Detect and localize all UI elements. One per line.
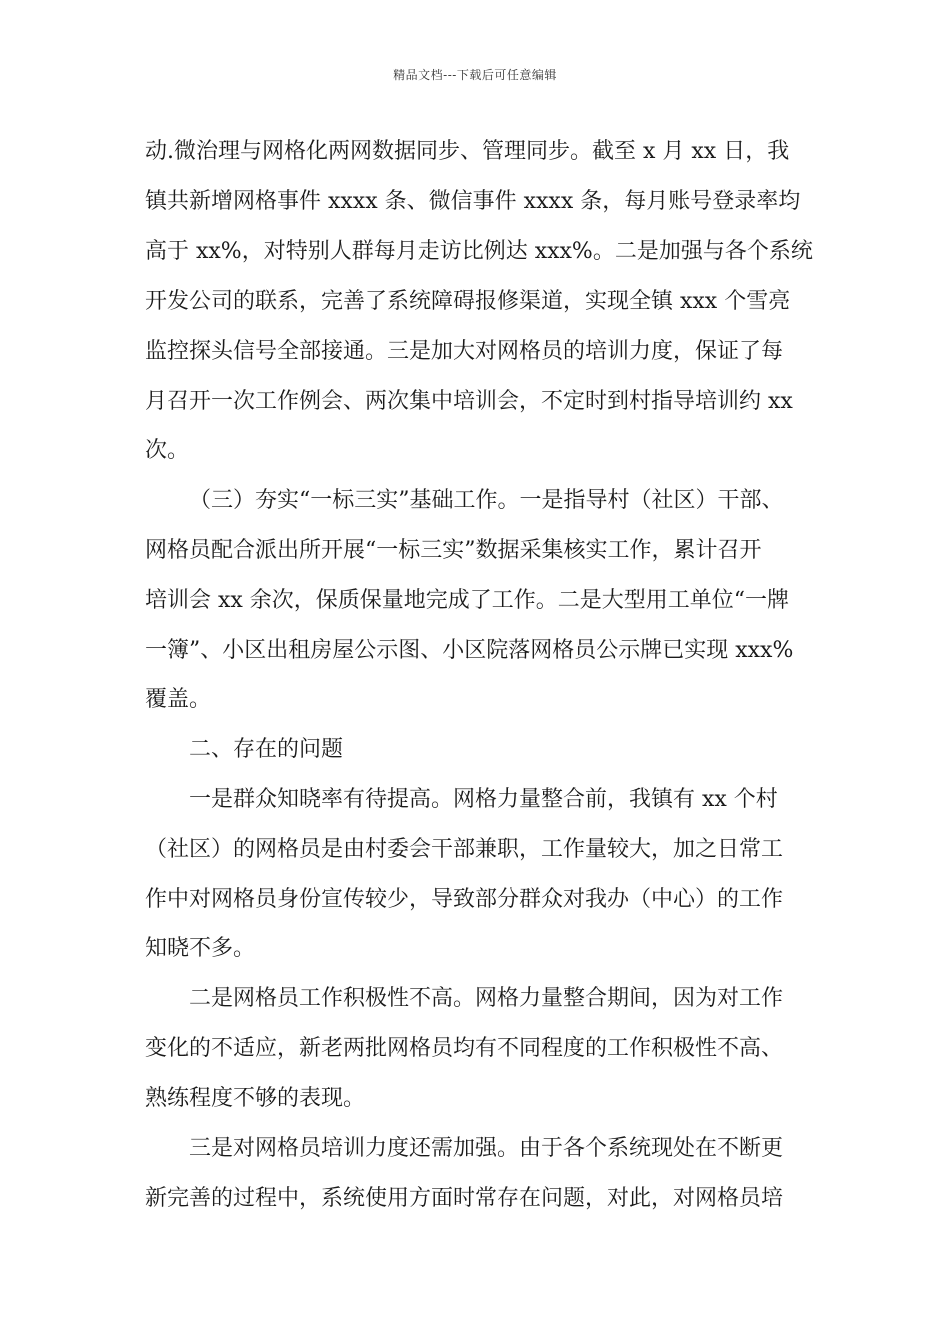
text-line: 覆盖。 <box>145 687 212 712</box>
page-header: 精品文档---下载后可任意编辑 <box>393 68 557 82</box>
text-line: 次。 <box>145 438 190 463</box>
text-line: 新完善的过程中，系统使用方面时常存在问题，对此，对网格员培 <box>145 1186 784 1211</box>
text-line: 镇共新增网格事件 xxxx 条、微信事件 xxxx 条，每月账号登录率均 <box>145 189 801 214</box>
paragraph-first-line: 二是网格员工作积极性不高。网格力量整合期间，因为对工作 <box>189 986 784 1011</box>
text-line: 一簿”、小区出租房屋公示图、小区院落网格员公示牌已实现 xxx% <box>145 638 794 663</box>
paragraph-first-line: （三）夯实“一标三实”基础工作。一是指导村（社区）干部、 <box>189 488 784 513</box>
text-line: 网格员配合派出所开展“一标三实”数据采集核实工作，累计召开 <box>145 538 762 563</box>
section-heading: 二、存在的问题 <box>189 737 344 762</box>
text-line: 熟练程度不够的表现。 <box>145 1086 366 1111</box>
paragraph-first-line: 三是对网格员培训力度还需加强。由于各个系统现处在不断更 <box>189 1136 784 1161</box>
paragraph-first-line: 一是群众知晓率有待提高。网格力量整合前，我镇有 xx 个村 <box>189 787 778 812</box>
text-line: 监控探头信号全部接通。三是加大对网格员的培训力度，保证了每 <box>145 339 784 364</box>
text-line: 变化的不适应，新老两批网格员均有不同程度的工作积极性不高、 <box>145 1036 784 1061</box>
text-line: 动.微治理与网格化两网数据同步、管理同步。截至 x 月 xx 日，我 <box>145 139 790 164</box>
text-line: （社区）的网格员是由村委会干部兼职，工作量较大，加之日常工 <box>145 837 784 862</box>
text-line: 作中对网格员身份宣传较少，导致部分群众对我办（中心）的工作 <box>145 887 784 912</box>
text-line: 开发公司的联系，完善了系统障碍报修渠道，实现全镇 xxx 个雪亮 <box>145 289 791 314</box>
text-line: 月召开一次工作例会、两次集中培训会，不定时到村指导培训约 xx <box>145 389 793 414</box>
text-line: 培训会 xx 余次，保质保量地完成了工作。二是大型用工单位“一牌 <box>145 588 790 613</box>
text-line: 高于 xx%，对特别人群每月走访比例达 xxx%。二是加强与各个系统 <box>145 239 813 264</box>
text-line: 知晓不多。 <box>145 936 256 961</box>
